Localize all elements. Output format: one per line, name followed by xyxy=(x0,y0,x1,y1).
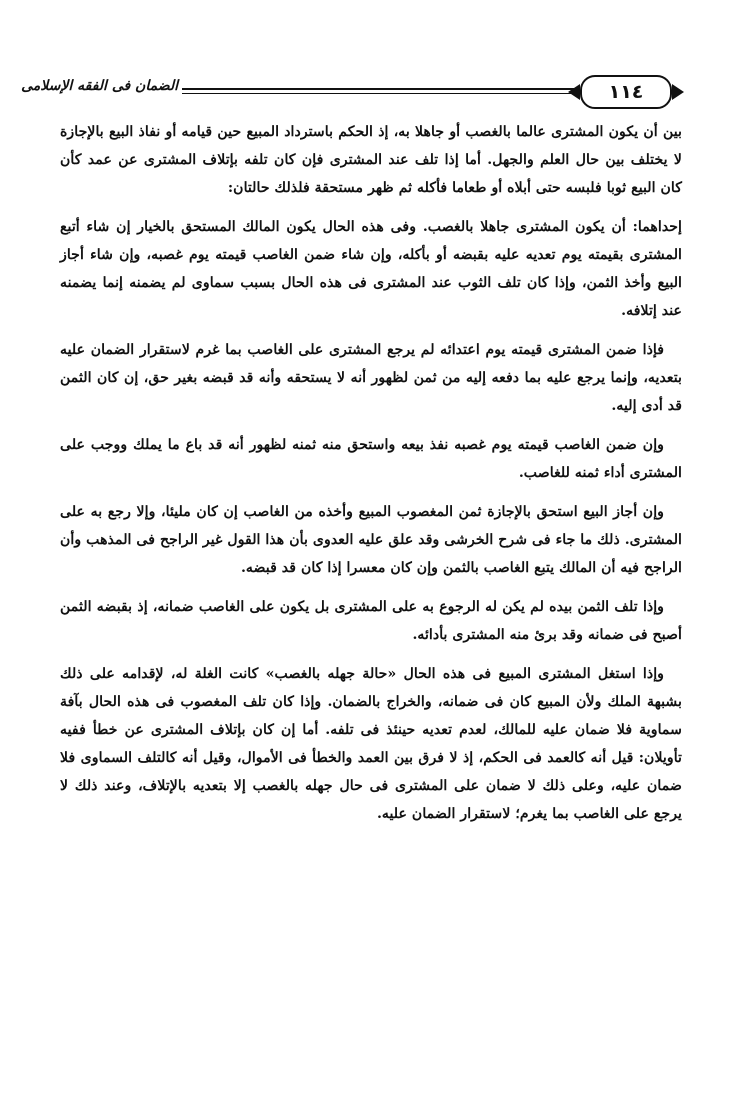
paragraph-text: بين أن يكون المشترى عالما بالغصب أو جاهلا به، إذ الحكم باسترداد المبيع حين قيامه أو نفاذ البيع بالإجازة لا يختلف بين حال العلم والجهل. أما إذا تلف عند المشترى فإن كان تلفه بإتلاف المشترى عن عمد كأن كان البيع ثوبا فلبسه حتى أبلاه أو طعاما فأكله ثم ظهر مستحقة فلذلك حالتان: xyxy=(60,124,682,196)
paragraph-text: وإذا استغل المشترى المبيع فى هذه الحال «حالة جهله بالغصب» كانت الغلة له، لإقدامه على ذلك بشبهة الملك ولأن المبيع كان فى ضمانه، والخراج بالضمان. وإذا كان تلف المغصوب فى هذه الحال بآفة سماوية فلا ضمان عليه للمالك، لعدم تعديه حينئذ فى تلفه. أما إن كان بإتلاف المشترى عن خطأ ففيه تأويلان: قيل أنه كالعمد فى الحكم، إذ لا فرق بين العمد والخطأ فى الأموال، وقيل أنه كالتلف السماوى فلا ضمان عليه، وعلى ذلك لا ضمان على المشترى فى حال جهله بالغصب إلا بتعديه بالإتلاف، وعند ذلك لا يرجع على الغاصب بما يغرم؛ لاستقرار الضمان عليه. xyxy=(60,666,682,822)
paragraph-text: فإذا ضمن المشترى قيمته يوم اعتدائه لم يرجع المشترى على الغاصب بما غرم لاستقرار الضمان عليه بتعديه، وإنما يرجع عليه بما دفعه إليه من ثمن لظهور أنه لا يستحقه وأنه قد قبضه بغير حق، إن كان الثمن قد أدى إليه. xyxy=(60,342,682,414)
paragraph-text: أن يكون المشترى جاهلا بالغصب. وفى هذه الحال يكون المالك المستحق بالخيار إن شاء أتبع المشترى بقيمته يوم تعديه عليه بقبضه أو بأكله، وإن شاء ضمن الغاصب قيمته يوم غصبه، وإن شاء أجاز البيع وأخذ الثمن، وإذا كان تلف الثوب عند المشترى فى هذه الحال بسبب سماوى لم يضمنه إنما يضمنه عند إتلافه. xyxy=(60,219,682,319)
paragraph-2 xyxy=(60,213,682,325)
paragraph-lead: إحداهما: xyxy=(632,219,682,235)
page-number: ١١٤ xyxy=(608,81,644,103)
paragraph-text: وإذا تلف الثمن بيده لم يكن له الرجوع به على المشترى بل يكون على الغاصب ضمانه، إذ بقبضه الثمن أصبح فى ضمانه وقد برئ منه المشترى بأدائه. xyxy=(60,599,682,643)
badge-left-arrow-icon xyxy=(568,84,580,100)
badge-right-arrow-icon xyxy=(672,84,684,100)
paragraph-4 xyxy=(60,431,682,487)
running-title: الضمان فى الفقه الإسلامى xyxy=(21,78,178,94)
page-header xyxy=(21,72,680,112)
header-rule-thin xyxy=(182,93,576,94)
paragraph-text: وإن ضمن الغاصب قيمته يوم غصبه نفذ بيعه واستحق منه ثمنه لظهور أنه قد باع ما يملك ووجب على المشترى أداء ثمنه للغاصب. xyxy=(60,437,682,481)
header-rule xyxy=(182,88,576,90)
paragraph-7 xyxy=(60,660,682,828)
paragraph-6 xyxy=(60,593,682,649)
paragraph-1 xyxy=(60,118,682,202)
page-body xyxy=(60,118,682,839)
paragraph-5 xyxy=(60,498,682,582)
page-number-badge xyxy=(580,75,672,109)
paragraph-text: وإن أجاز البيع استحق بالإجازة ثمن المغصوب المبيع وأخذه من الغاصب إن كان مليئا، وإلا رجع به على المشترى. ذلك ما جاء فى شرح الخرشى وقد علق عليه العدوى بأن هذا القول غير الراجح فى المذهب وأن الراجح فيه أن المالك يتبع الغاصب بالثمن وإن كان معسرا إذا كان قد قبضه. xyxy=(60,504,682,576)
paragraph-3 xyxy=(60,336,682,420)
